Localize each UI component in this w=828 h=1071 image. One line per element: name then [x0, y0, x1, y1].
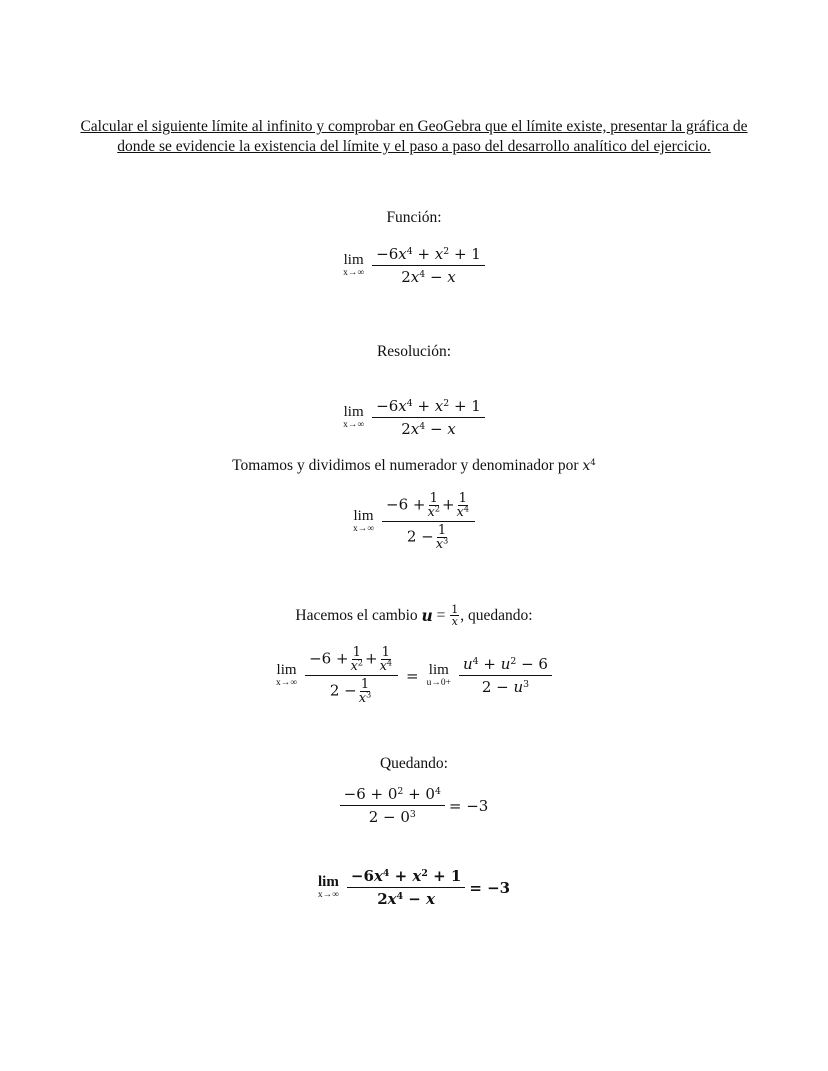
funcion-label: Función: [386, 209, 442, 226]
resolution-fraction: $\frac{-6x^4 + x^2 + 1}{2x^4 - x}$ [372, 397, 485, 438]
resolution-limit-expression [0, 397, 828, 438]
resolucion-label: Resolución: [376, 343, 452, 360]
divided-limit-expression: lim x→∞ −6 + $\frac{1}{x^2}$ + $\frac{1}{x^4}$ 2 − $\frac{1}{x^3}$ [0, 492, 828, 551]
function-fraction [372, 245, 485, 286]
function-denominator: $2x^4 - x$ [401, 268, 456, 286]
final-result-expression: lim x→∞ $\frac{-6x^4 + x^2 + 1}{2x^4 - x}$ = −3 [317, 867, 511, 908]
cambio-text: Hacemos el cambio u = $\frac{1}{x}$ , quedando: [295, 603, 533, 628]
substitution-expression: lim x→∞ −6 + $\frac{1}{x^2}$ + $\frac{1}{x^4}$ 2 − $\frac{1}{x^3}$ = lim u→0+ $\frac{u^4 + u^2 - 6}{2 - u^3}$ [0, 646, 828, 705]
evaluation-expression: $\frac{-6 + 0^2 + 0^4}{2 - 0^3}$ = −3 [0, 785, 828, 826]
function-limit-expression [0, 245, 828, 286]
tomamos-text: Tomamos y dividimos el numerador y denominador por $x^4$ [232, 457, 596, 474]
instructions-text: Calcular el siguiente límite al infinito y comprobar en GeoGebra que el límite existe, presentar la gráfica de donde se evidencie la existencia del límite y el paso a paso del desarrollo analítico del ejercicio. [80, 118, 748, 155]
function-numerator: $-6x^4 + x^2 + 1$ [372, 245, 485, 266]
lim-operator: lim x→∞ [343, 404, 365, 430]
quedando-label: Quedando: [379, 755, 448, 772]
lim-operator: lim x→∞ [343, 252, 365, 278]
